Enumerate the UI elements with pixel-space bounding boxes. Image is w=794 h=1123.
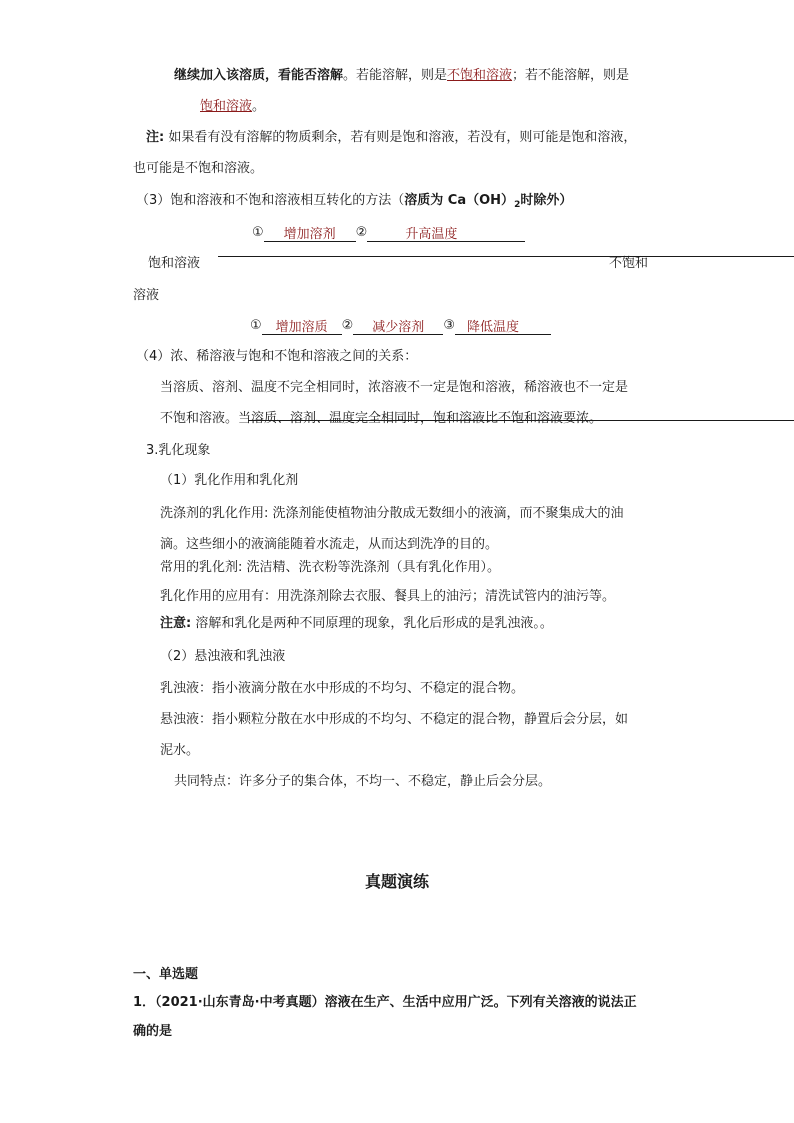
section-4-line-2: 不饱和溶液。当溶质、溶剂、温度完全相同时，饱和溶液比不饱和溶液要浓。	[160, 411, 603, 426]
answer-add-solvent: 增加溶剂	[283, 227, 336, 242]
label-unsaturated-cont: 溶液	[133, 288, 160, 303]
note-label: 注:	[146, 130, 165, 145]
section-3-heading	[136, 192, 572, 214]
number-mark: ①	[250, 318, 262, 333]
answer-reduce-solvent: 减少溶剂	[372, 320, 425, 335]
heading-bold: 时除外）	[520, 193, 573, 208]
number-mark: ②	[355, 225, 368, 240]
emulsify-sub-1: （1）乳化作用和乳化剂	[160, 473, 299, 488]
number-mark: ①	[252, 225, 264, 240]
note-text: 如果看有没有溶解的物质剩余，若有则是饱和溶液，若没有，则可能是饱和溶液，	[168, 130, 637, 145]
label-unsaturated: 不饱和	[609, 256, 649, 271]
text-span: 。若能溶解，则是	[343, 68, 448, 83]
blank-3	[262, 319, 342, 335]
note-line-2	[133, 160, 263, 178]
answer-add-solute: 增加溶质	[275, 320, 328, 335]
number-mark: ③	[443, 318, 455, 333]
question-1-line-1: 1．（2021·山东青岛·中考真题）溶液在生产、生活中应用广泛。下列有关溶液的说法正	[133, 995, 637, 1010]
blank-5	[455, 319, 551, 335]
text-span: ；若不能溶解，则是	[512, 68, 630, 83]
answer-unsaturated: 不饱和溶液	[447, 68, 513, 83]
emulsify-note	[160, 615, 553, 633]
conversion-lower	[250, 317, 551, 335]
heading-text: （3）饱和溶液和不饱和溶液相互转化的方法（	[136, 193, 405, 208]
emulsify-heading: 3.乳化现象	[146, 443, 211, 458]
conversion-upper	[252, 224, 525, 242]
note-label: 注意:	[160, 616, 192, 631]
conversion-arrow-line	[218, 256, 794, 257]
practice-title: 真题演练	[364, 872, 429, 891]
paragraph-test-line-1	[174, 67, 629, 85]
note-text: 溶解和乳化是两种不同原理的现象，乳化后形成的是乳浊液。。	[191, 616, 553, 631]
emulsify-p6: 共同特点：许多分子的集合体，不均一、不稳定，静止后会分层。	[174, 774, 552, 789]
emulsify-p1-line-1: 洗涤剂的乳化作用: 洗涤剂能使植物油分散成无数细小的液滴，而不聚集成大的油	[160, 506, 624, 521]
answer-raise-temp: 升高温度	[405, 227, 458, 242]
answer-saturated: 饱和溶液	[200, 99, 253, 114]
emulsify-sub-2: （2）悬浊液和乳浊液	[160, 649, 286, 664]
note-text: 也可能是不饱和溶液。	[133, 161, 264, 176]
heading-bold: 溶质为 Ca（OH）	[404, 193, 515, 208]
emulsify-p5-line-1: 悬浊液：指小颗粒分散在水中形成的不均匀、不稳定的混合物，静置后会分层，如	[160, 712, 629, 727]
subscript: 2	[514, 200, 521, 210]
text-span: 。	[252, 99, 266, 114]
blank-4	[353, 319, 443, 335]
emulsify-p5-line-2: 泥水。	[160, 743, 200, 758]
horizontal-rule	[248, 420, 794, 421]
blank-2	[367, 226, 525, 242]
answer-lower-temp: 降低温度	[466, 320, 519, 335]
paragraph-test-line-2	[200, 98, 265, 116]
emulsify-p2: 常用的乳化剂: 洗洁精、洗衣粉等洗涤剂（具有乳化作用）。	[160, 560, 501, 575]
section-single-choice: 一、单选题	[133, 967, 199, 982]
number-mark: ②	[341, 318, 354, 333]
label-saturated: 饱和溶液	[148, 256, 201, 271]
note-line-1	[146, 129, 636, 147]
bold-phrase: 继续加入该溶质，看能否溶解	[174, 68, 344, 83]
section-4-line-1: 当溶质、溶剂、温度不完全相同时，浓溶液不一定是饱和溶液，稀溶液也不一定是	[160, 380, 629, 395]
blank-1	[264, 226, 356, 242]
section-4-heading: （4）浓、稀溶液与饱和不饱和溶液之间的关系：	[136, 349, 418, 364]
emulsify-p3: 乳化作用的应用有：用洗涤剂除去衣服、餐具上的油污；清洗试管内的油污等。	[160, 589, 616, 604]
emulsify-p4: 乳浊液：指小液滴分散在水中形成的不均匀、不稳定的混合物。	[160, 681, 525, 696]
emulsify-p1-line-2: 滴。这些细小的液滴能随着水流走，从而达到洗净的目的。	[160, 537, 499, 552]
question-1-line-2: 确的是	[133, 1024, 173, 1039]
